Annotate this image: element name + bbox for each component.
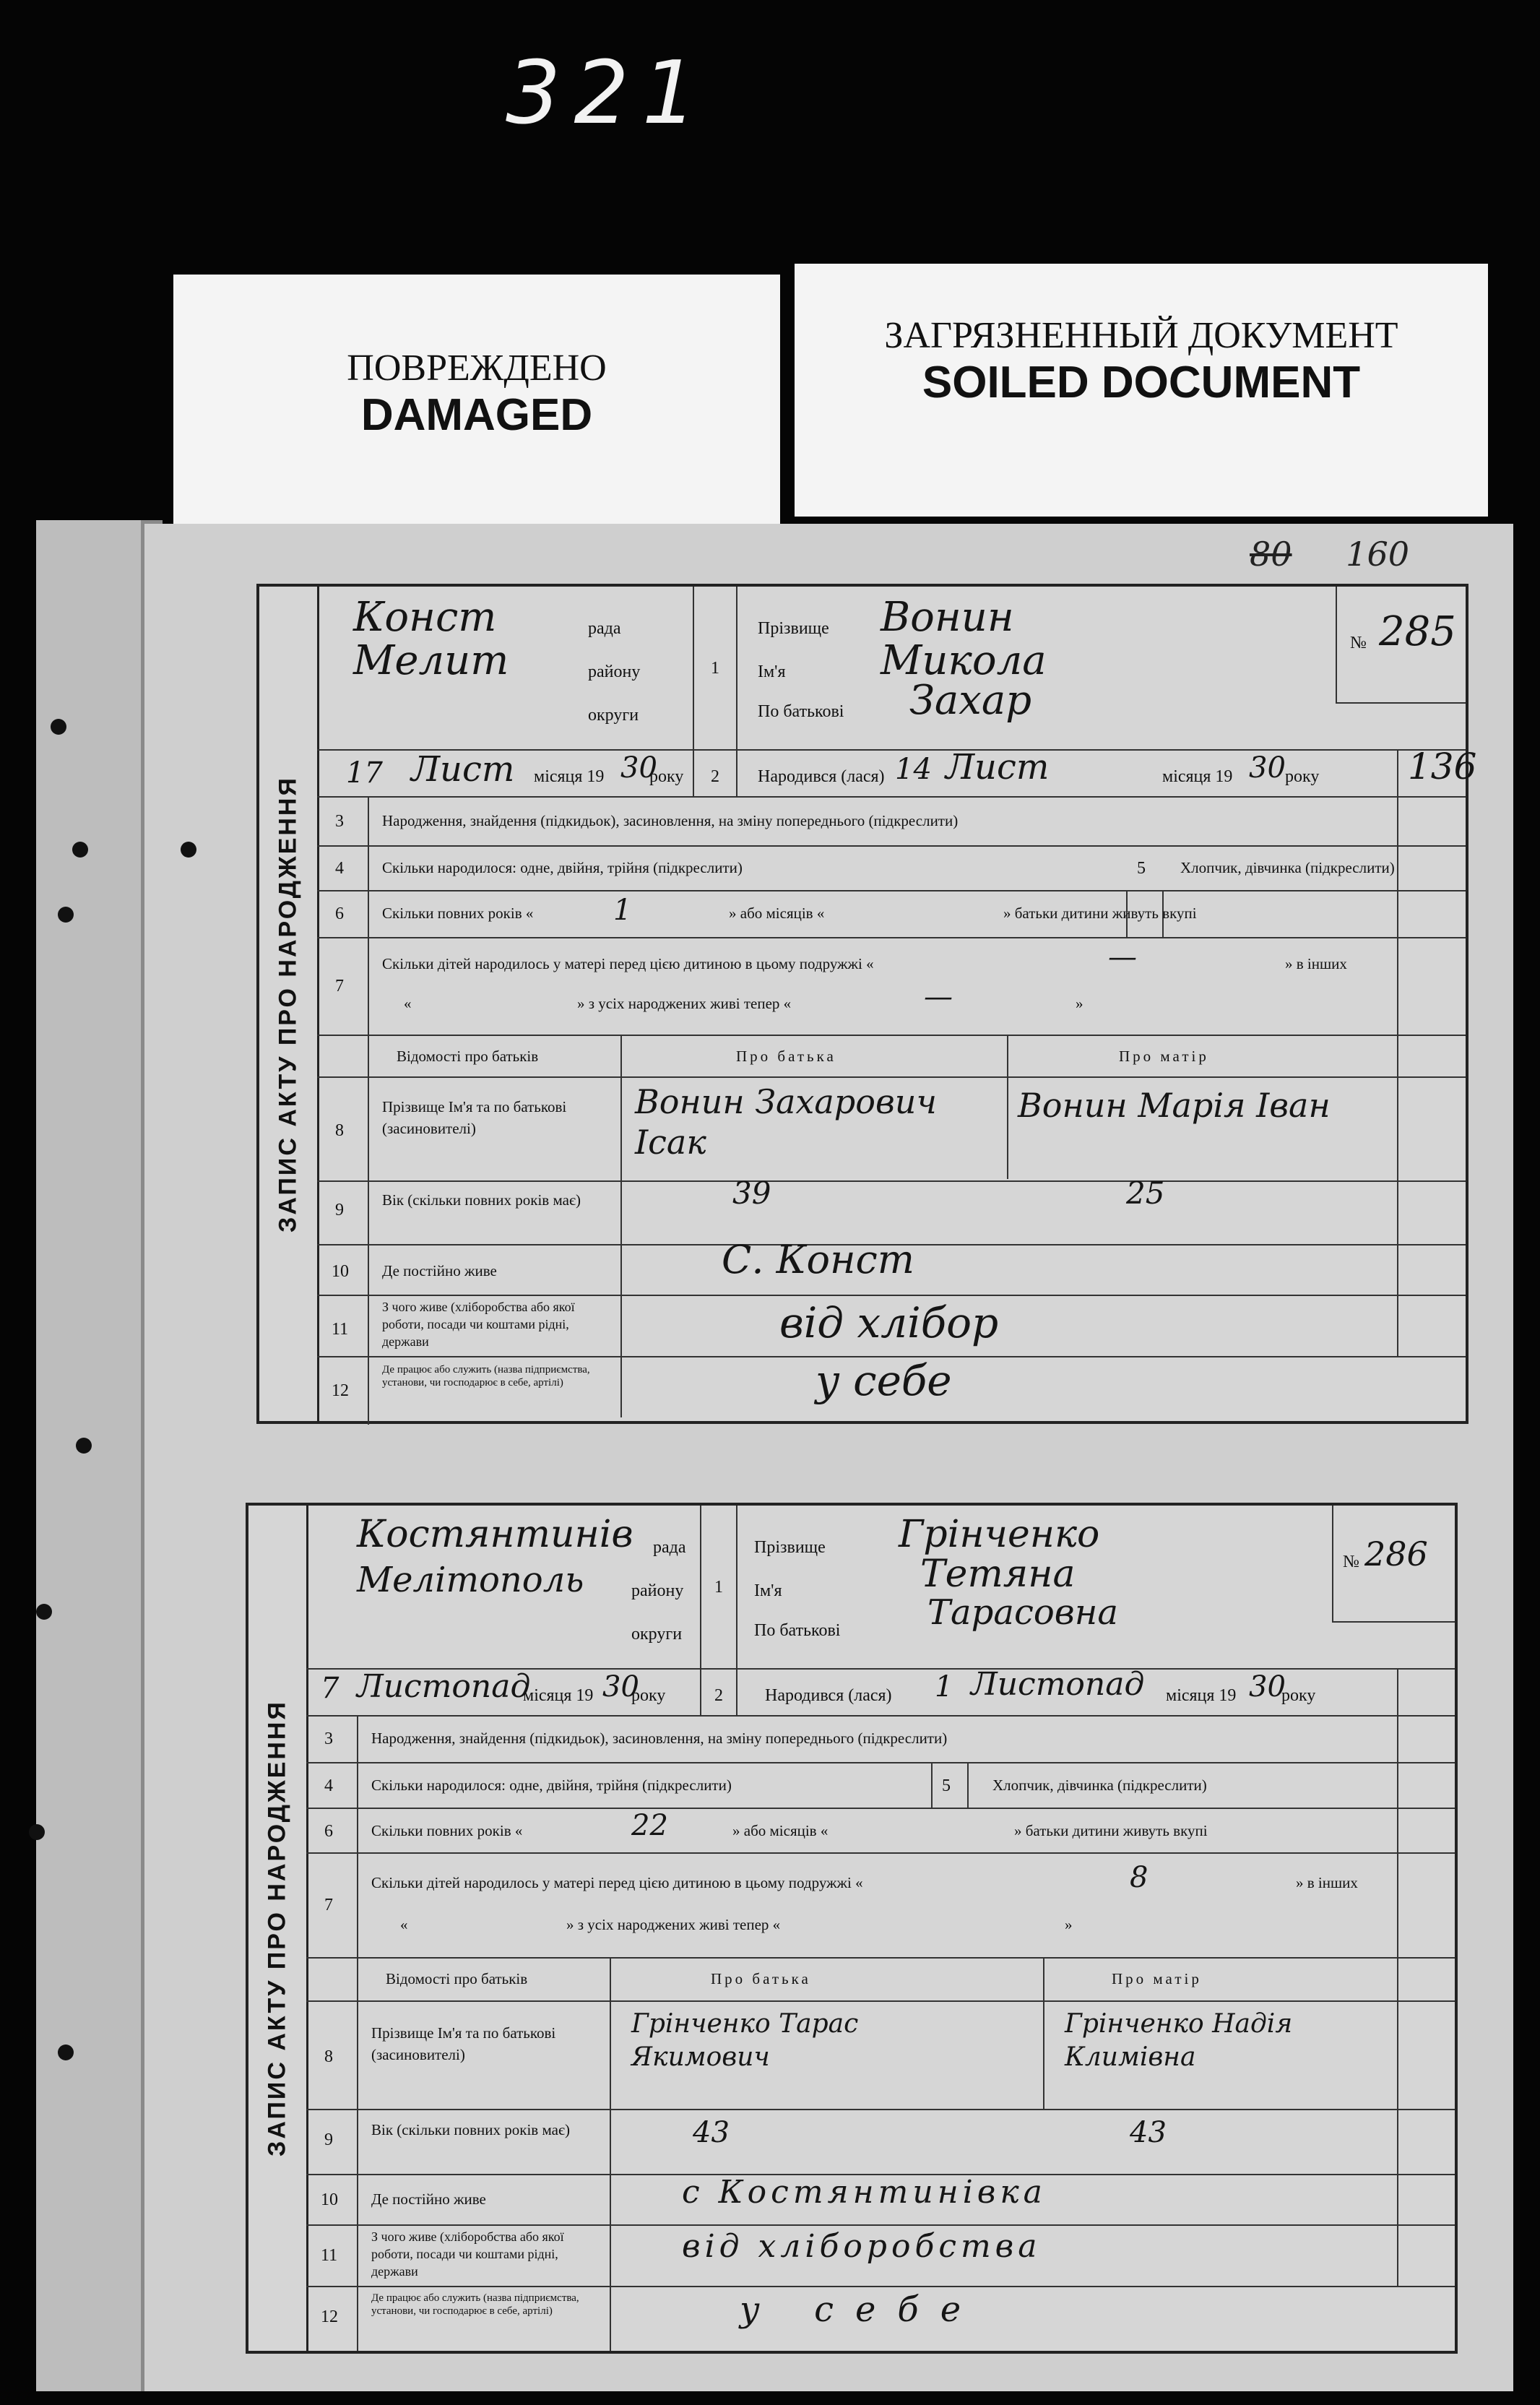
soiled-label-en: SOILED DOCUMENT [922,358,1361,407]
row7-d: » з усіх народжених живі тепер « [577,995,792,1012]
row-number: 5 [1137,859,1146,878]
row-number: 2 [711,767,719,786]
name-value: Тетяна [920,1553,1076,1596]
rada-label: рада [653,1538,686,1557]
mother-age-value: 43 [1130,2116,1167,2149]
occupation-value: від хліборобства [682,2228,1042,2265]
row3-text: Народження, знайдення (підкидьок), засиновлення, на зміну попереднього (підкреслити) [382,812,959,829]
patronymic-value: Захар [909,677,1032,724]
row7-c: « [404,995,412,1012]
rada-label: рада [588,619,621,638]
children-before-value: — [1108,941,1137,974]
row7-a: Скільки дітей народилось у матері перед цією дитиною в цьому подружжі « [382,955,874,972]
page-number [1250,535,1409,574]
birth-year-value: 30 [1249,751,1286,785]
row-number: 8 [324,2047,333,2066]
birth-day-value: 14 [895,753,932,786]
binding-hole [58,907,74,923]
row7-b: » в інших [1296,1874,1358,1891]
row-number: 9 [324,2130,333,2149]
soiled-label-ru: ЗАГРЯЗНЕННЫЙ ДОКУМЕНТ [884,315,1398,356]
surname-value: Вонин [881,594,1014,641]
rayon-value: Мелит [353,637,509,684]
row-number: 10 [332,1262,349,1281]
workplace-value: у себе [816,1356,952,1405]
parents-header: Відомості про батьків [386,1970,528,1987]
surname-label: Прізвище [758,619,829,638]
row7-a: Скільки дітей народилось у матері перед цією дитиною в цьому подружжі « [371,1874,863,1891]
margin-note: 136 [1408,746,1477,787]
row6-b: » або місяців « [732,1822,829,1839]
row-number: 7 [335,977,344,996]
patronymic-label: По батькові [758,702,844,721]
row-number: 11 [321,2246,338,2265]
residence-value: с Костянтинівка [682,2174,1047,2211]
row9-label: Вік (скільки повних років має) [371,2121,570,2138]
row-number: 6 [335,904,344,923]
row7-b: » в інших [1285,955,1347,972]
reg-month-label: місяця 19 [534,767,605,786]
row-number: 9 [335,1201,344,1219]
rayon-label: району [631,1581,684,1600]
record-number: 285 [1379,608,1456,655]
reg-month-label: місяця 19 [523,1686,594,1705]
book-binding [36,520,141,2391]
row11-label: З чого живе (хліборобства або якої роботи, посади чи коштами рідні, держави [371,2229,564,2279]
reg-year-value: 30 [602,1670,639,1704]
row6-c: » батьки дитини живуть вкупі [1003,904,1197,922]
row7-c: « [400,1916,408,1933]
row12-label: Де працює або служить (назва підприємства, установи, чи господарює в себе, артілі) [382,1364,590,1389]
row-number: 10 [321,2190,338,2209]
workplace-value: у себе [740,2289,983,2330]
binding-hole [51,719,66,735]
binding-hole [36,1604,52,1620]
rayon-value: Мелітополь [357,1560,584,1600]
born-label: Народився (лася) [765,1686,892,1705]
damaged-label [173,275,780,527]
birth-year-label: року [1281,1686,1316,1705]
reg-year-label: року [649,767,684,786]
row5-text: Хлопчик, дівчинка (підкреслити) [1180,859,1395,876]
mother-age-value: 25 [1126,1175,1165,1211]
row6-a: Скільки повних років « [371,1822,523,1839]
reg-day-value: 17 [346,756,383,790]
children-before-value: 8 [1130,1861,1148,1894]
birth-year-label: року [1285,767,1320,786]
father-header: Про батька [711,1970,811,1987]
years-together-value: 1 [613,894,632,927]
row-number: 2 [714,1686,723,1705]
name-value: Микола [881,637,1047,684]
binding-hole [58,2045,74,2060]
mother-header: Про матір [1119,1048,1209,1065]
row10-label: Де постійно живе [382,1262,497,1279]
birth-month-label: місяця 19 [1166,1686,1237,1705]
name-label: Ім'я [758,662,786,681]
row-number: 4 [335,859,344,878]
father-header: Про батька [736,1048,836,1065]
patronymic-value: Тарасовна [927,1592,1118,1633]
row-number: 12 [321,2307,338,2326]
damaged-label-en: DAMAGED [360,390,593,440]
row-number: 3 [324,1730,333,1748]
row-number: 1 [711,659,719,678]
reg-year-value: 30 [620,751,657,785]
occupation-value: від хлібор [779,1298,999,1347]
row6-b: » або місяців « [729,904,825,922]
rayon-label: району [588,662,641,681]
row12-label: Де працює або служить (назва підприємства, установи, чи господарює в себе, артілі) [371,2292,579,2317]
row-number: 3 [335,812,344,831]
row-number: 8 [335,1121,344,1140]
record-number: 286 [1364,1534,1428,1573]
row6-c: » батьки дитини живуть вкупі [1014,1822,1208,1839]
row-number: 11 [332,1320,349,1339]
crossed-page-number: 80 [1250,535,1292,574]
frame-number: 321 [506,43,711,144]
rada-value: Костянтинів [357,1513,633,1556]
row-number: 6 [324,1822,333,1841]
form-side-title: ЗАПИС АКТУ ПРО НАРОДЖЕННЯ [259,587,319,1421]
parents-header: Відомості про батьків [397,1048,539,1065]
years-together-value: 22 [631,1809,668,1842]
damaged-label-ru: ПОВРЕЖДЕНО [347,347,607,389]
residence-value: С. Конст [722,1237,914,1282]
form-side-title: ЗАПИС АКТУ ПРО НАРОДЖЕННЯ [248,1506,308,2351]
current-page-number: 160 [1346,535,1409,574]
binding-hole [72,842,88,858]
father-age-value: 43 [693,2116,730,2149]
born-label: Народився (лася) [758,767,885,786]
row9-label: Вік (скільки повних років має) [382,1191,581,1209]
reg-day-value: 7 [321,1672,339,1705]
name-label: Ім'я [754,1581,782,1600]
reg-month-value: Лист [411,749,515,790]
father-name-value: Вонин Захарович Ісак [635,1082,937,1162]
birth-day-value: 1 [935,1670,953,1704]
okrug-label: округи [588,706,639,725]
record-number-label: № [1343,1553,1359,1571]
birth-month-value: Лист [946,747,1050,787]
row-number: 12 [332,1381,349,1400]
row7-e: » [1065,1916,1073,1933]
binding-hole [181,842,196,858]
father-name-value: Грінченко Тарас Якимович [631,2009,859,2072]
soiled-label [795,264,1488,517]
binding-hole [29,1824,45,1840]
record-number-label: № [1350,634,1367,652]
birth-record-form [246,1503,1458,2354]
birth-record-form [256,584,1477,1424]
children-alive-value: — [924,980,953,1014]
row-number: 4 [324,1776,333,1795]
patronymic-label: По батькові [754,1621,841,1640]
binding-hole [76,1438,92,1454]
row3-text: Народження, знайдення (підкидьок), засиновлення, на зміну попереднього (підкреслити) [371,1730,948,1747]
row10-label: Де постійно живе [371,2190,486,2208]
mother-name-value: Вонин Марія Іван [1018,1086,1331,1125]
row5-text: Хлопчик, дівчинка (підкреслити) [992,1776,1207,1794]
row-number: 1 [714,1578,723,1597]
row8-label: Прізвище Ім'я та по батькові (засиновителі) [382,1098,567,1137]
father-age-value: 39 [732,1175,771,1211]
surname-value: Грінченко [899,1513,1100,1556]
rada-value: Конст [353,594,497,641]
row6-a: Скільки повних років « [382,904,534,922]
birth-month-label: місяця 19 [1162,767,1233,786]
row-number: 5 [942,1776,951,1795]
mother-header: Про матір [1112,1970,1202,1987]
row8-label: Прізвище Ім'я та по батькові (засиновителі) [371,2024,556,2063]
surname-label: Прізвище [754,1538,826,1557]
okrug-label: округи [631,1625,683,1644]
reg-month-value: Листопад [357,1668,531,1705]
mother-name-value: Грінченко Надія Климівна [1065,2009,1293,2072]
reg-year-label: року [631,1686,666,1705]
row7-d: » з усіх народжених живі тепер « [566,1916,781,1933]
row11-label: З чого живе (хліборобства або якої роботи, посади чи коштами рідні, держави [382,1300,575,1349]
row7-e: » [1076,995,1083,1012]
row4-text: Скільки народилося: одне, двійня, трійня (підкреслити) [371,1776,732,1794]
row-number: 7 [324,1896,333,1914]
birth-month-value: Листопад [971,1666,1145,1703]
row4-text: Скільки народилося: одне, двійня, трійня (підкреслити) [382,859,743,876]
birth-year-value: 30 [1249,1670,1286,1704]
